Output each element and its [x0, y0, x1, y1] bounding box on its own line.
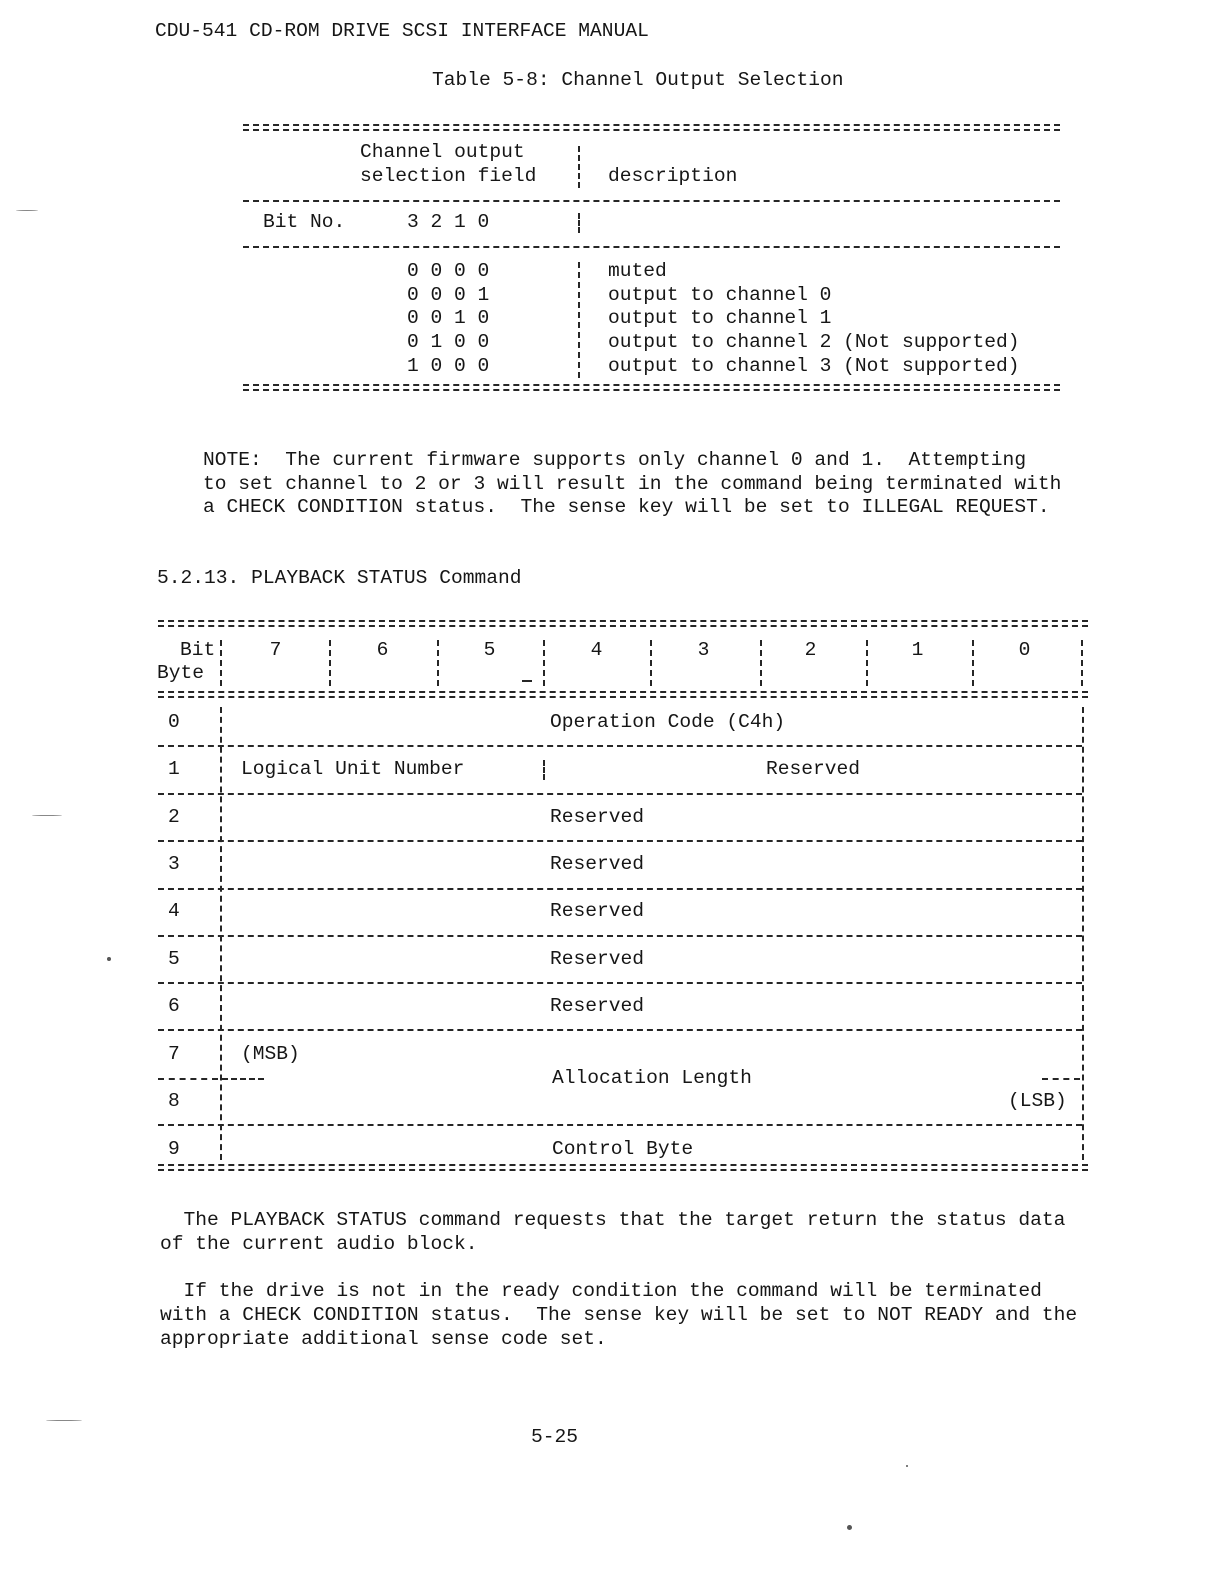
cdb-row-rule [158, 793, 1082, 795]
cdb-row-rule [158, 840, 1082, 842]
cdb-bit-number: 1 [911, 639, 924, 661]
table-header-rule [243, 200, 1060, 202]
cdb-bit-number: 6 [376, 639, 389, 661]
binder-hole-mark [32, 815, 62, 816]
cdb-row-rule [158, 1124, 1082, 1126]
cdb-bit-number: 7 [269, 639, 282, 661]
bit-no-label: Bit No. [263, 211, 346, 233]
scan-speck [107, 957, 111, 961]
cdb-byte-number: 9 [168, 1138, 180, 1160]
table-row-description: output to channel 2 (Not supported) [608, 331, 1020, 353]
table-bitno-rule [243, 246, 1060, 248]
note-line: to set channel to 2 or 3 will result in the command being terminated with [203, 473, 1062, 495]
cdb-bit-number: 4 [590, 639, 603, 661]
cdb-byte-number: 2 [168, 806, 180, 828]
table-row-bits: 0 0 1 0 [407, 307, 490, 329]
cdb-field: Control Byte [552, 1138, 694, 1160]
table-column-separator [578, 146, 580, 188]
description-header: description [608, 165, 738, 187]
table-row-description: output to channel 1 [608, 307, 832, 329]
section-heading: 5.2.13. PLAYBACK STATUS Command [157, 567, 522, 589]
cdb-byte-number: 4 [168, 900, 180, 922]
cdb-field: Reserved [550, 948, 645, 970]
table-row-bits: 0 1 0 0 [407, 331, 490, 353]
body-line: appropriate additional sense code set. [160, 1328, 607, 1350]
cdb-field: Logical Unit Number [241, 758, 465, 780]
table-row-bits: 0 0 0 0 [407, 260, 490, 282]
cdb-byte-number: 1 [168, 758, 180, 780]
cdb-column-bar [1081, 640, 1083, 686]
cdb-row-rule-partial [222, 1078, 264, 1080]
cdb-byte-number: 5 [168, 948, 180, 970]
cdb-right-edge-bar [1082, 707, 1084, 1160]
allocation-length-field: Allocation Length [552, 1067, 752, 1089]
cdb-row-rule-partial [1042, 1078, 1080, 1080]
cdb-field: Operation Code (C4h) [550, 711, 786, 733]
running-header: CDU-541 CD-ROM DRIVE SCSI INTERFACE MANUAL [155, 20, 649, 42]
bit-no-values: 3 2 1 0 [407, 211, 490, 233]
cdb-field: Reserved [550, 995, 645, 1017]
binder-hole-mark [16, 210, 38, 211]
cdb-column-bar [220, 640, 222, 686]
cdb-field: Reserved [766, 758, 861, 780]
col-header-line2: selection field [360, 165, 537, 187]
body-line: The PLAYBACK STATUS command requests that the target return the status data [160, 1209, 1066, 1231]
body-line: of the current audio block. [160, 1233, 478, 1255]
table-bottom-rule [243, 384, 1060, 391]
cdb-bit-number: 0 [1018, 639, 1031, 661]
cdb-byte-number: 0 [168, 711, 180, 733]
cdb-field-separator [543, 760, 545, 780]
cdb-byte-column-bar [220, 707, 222, 1160]
col-header-line1: Channel output [360, 141, 525, 163]
lsb-marker: (LSB) [1008, 1090, 1067, 1112]
cdb-row-rule [158, 1029, 1082, 1031]
cdb-row-rule-partial [158, 1078, 218, 1080]
table-column-separator [578, 262, 580, 378]
table-top-rule [243, 124, 1060, 131]
cdb-header-rule [158, 691, 1088, 698]
scan-speck [847, 1525, 852, 1530]
table-caption: Table 5-8: Channel Output Selection [432, 69, 844, 91]
cdb-bit-number: 3 [697, 639, 710, 661]
page-number: 5-25 [531, 1426, 579, 1448]
cdb-row-rule [158, 935, 1082, 937]
cdb-column-bar [329, 640, 331, 686]
cdb-bit-number: 2 [804, 639, 817, 661]
cdb-byte-label: Byte [157, 662, 205, 684]
cdb-top-rule [158, 620, 1088, 627]
cdb-column-bar [543, 640, 545, 686]
table-row-bits: 0 0 0 1 [407, 284, 490, 306]
cdb-field: Reserved [550, 853, 645, 875]
cdb-bottom-rule [158, 1164, 1088, 1171]
cdb-field: Reserved [550, 806, 645, 828]
table-row-description: output to channel 3 (Not supported) [608, 355, 1020, 377]
cdb-field: Reserved [550, 900, 645, 922]
cdb-row-rule [158, 745, 1082, 747]
table-row-bits: 1 0 0 0 [407, 355, 490, 377]
cdb-column-bar [972, 640, 974, 686]
table-column-separator [578, 213, 580, 233]
cdb-row-rule [158, 888, 1082, 890]
cdb-byte-number: 7 [168, 1043, 180, 1065]
scan-speck [906, 1465, 908, 1467]
cdb-column-bar [437, 640, 439, 686]
note-line: a CHECK CONDITION status. The sense key will be set to ILLEGAL REQUEST. [203, 496, 1050, 518]
cdb-byte-number: 3 [168, 853, 180, 875]
msb-marker: (MSB) [241, 1043, 300, 1065]
table-row-description: muted [608, 260, 667, 282]
table-row-description: output to channel 0 [608, 284, 832, 306]
cdb-bit-label: Bit [180, 639, 216, 661]
note-line: NOTE: The current firmware supports only channel 0 and 1. Attempting [203, 449, 1027, 471]
cdb-stray-mark [522, 680, 532, 682]
cdb-column-bar [760, 640, 762, 686]
cdb-column-bar [650, 640, 652, 686]
cdb-byte-number: 6 [168, 995, 180, 1017]
body-line: with a CHECK CONDITION status. The sense key will be set to NOT READY and the [160, 1304, 1078, 1326]
binder-hole-mark [46, 1420, 82, 1421]
cdb-byte-number: 8 [168, 1090, 180, 1112]
cdb-bit-number: 5 [483, 639, 496, 661]
body-line: If the drive is not in the ready condition the command will be terminated [160, 1280, 1042, 1302]
cdb-row-rule [158, 982, 1082, 984]
cdb-column-bar [866, 640, 868, 686]
